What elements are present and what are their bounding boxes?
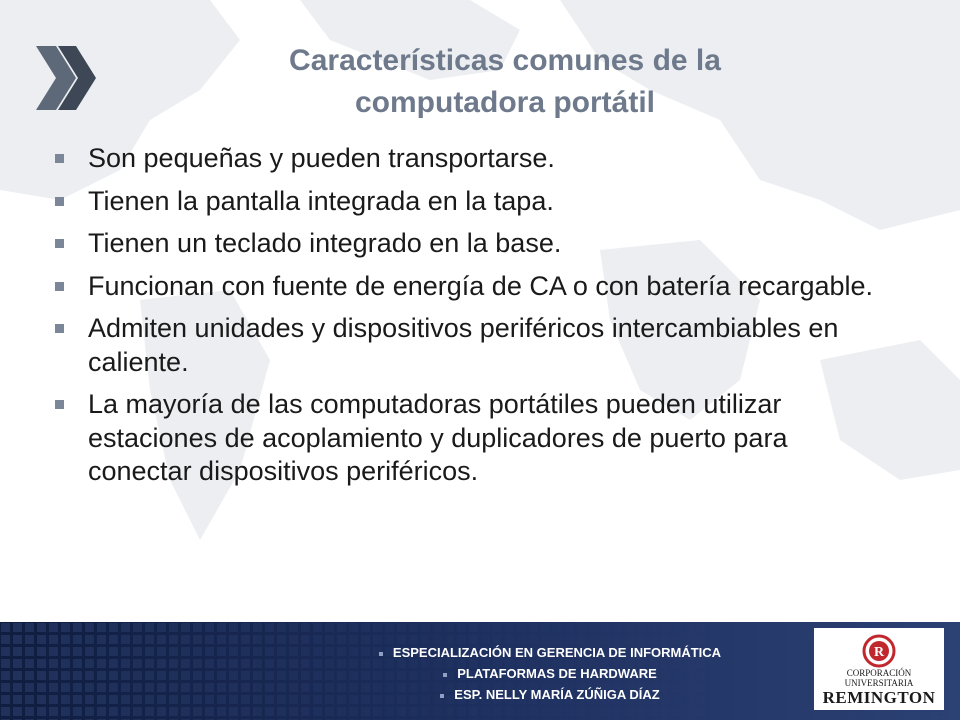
- bullet-list: [50, 142, 890, 498]
- brand-name: REMINGTON: [822, 688, 936, 707]
- list-item: [50, 227, 890, 261]
- bullet-text: Tienen la pantalla integrada en la tapa.: [88, 185, 554, 216]
- university-seal-icon: [862, 634, 896, 668]
- square-bullet-icon: [55, 239, 64, 248]
- square-bullet-icon: [55, 197, 64, 206]
- footer-line-text: PLATAFORMAS DE HARDWARE: [457, 666, 657, 681]
- brand-line1: CORPORACIÓN: [846, 668, 912, 678]
- slide-title: [180, 40, 830, 124]
- list-item: [50, 388, 890, 489]
- square-bullet-icon: [443, 673, 447, 677]
- square-bullet-icon: [55, 154, 64, 163]
- square-bullet-icon: [55, 400, 64, 409]
- footer-lines: [300, 642, 800, 705]
- list-item: [50, 142, 890, 176]
- square-bullet-icon: [440, 694, 444, 698]
- slide-title-line2: computadora portátil: [354, 86, 655, 119]
- square-bullet-icon: [55, 282, 64, 291]
- bullet-text: La mayoría de las computadoras portátiles pueden utilizar estaciones de acoplamiento y duplicadores de puerto para conectar dispositivos periféricos.: [88, 389, 788, 486]
- bullet-text: Tienen un teclado integrado en la base.: [88, 228, 562, 258]
- bullet-text: Admiten unidades y dispositivos periféricos intercambiables en caliente.: [88, 313, 839, 377]
- bullet-text: Funcionan con fuente de energía de CA o con batería recargable.: [88, 270, 874, 301]
- list-item: [50, 270, 890, 304]
- list-item: [50, 312, 890, 379]
- university-logo: [814, 628, 944, 710]
- slide-title-line1: Características comunes de la: [289, 44, 721, 77]
- footer-line-text: ESP. NELLY MARÍA ZÚÑIGA DÍAZ: [454, 687, 660, 702]
- square-bullet-icon: [55, 324, 64, 333]
- footer-line: [300, 642, 800, 663]
- brand-line2: UNIVERSITARIA: [844, 678, 914, 688]
- footer-line-text: ESPECIALIZACIÓN EN GERENCIA DE INFORMÁTICA: [392, 645, 722, 660]
- footer-line: [300, 663, 800, 684]
- footer-line: [300, 684, 800, 705]
- seal-letter: R: [873, 645, 885, 660]
- bullet-text: Son pequeñas y pueden transportarse.: [88, 143, 555, 173]
- list-item: [50, 185, 890, 219]
- double-chevron-icon: [34, 44, 98, 112]
- square-bullet-icon: [379, 652, 383, 656]
